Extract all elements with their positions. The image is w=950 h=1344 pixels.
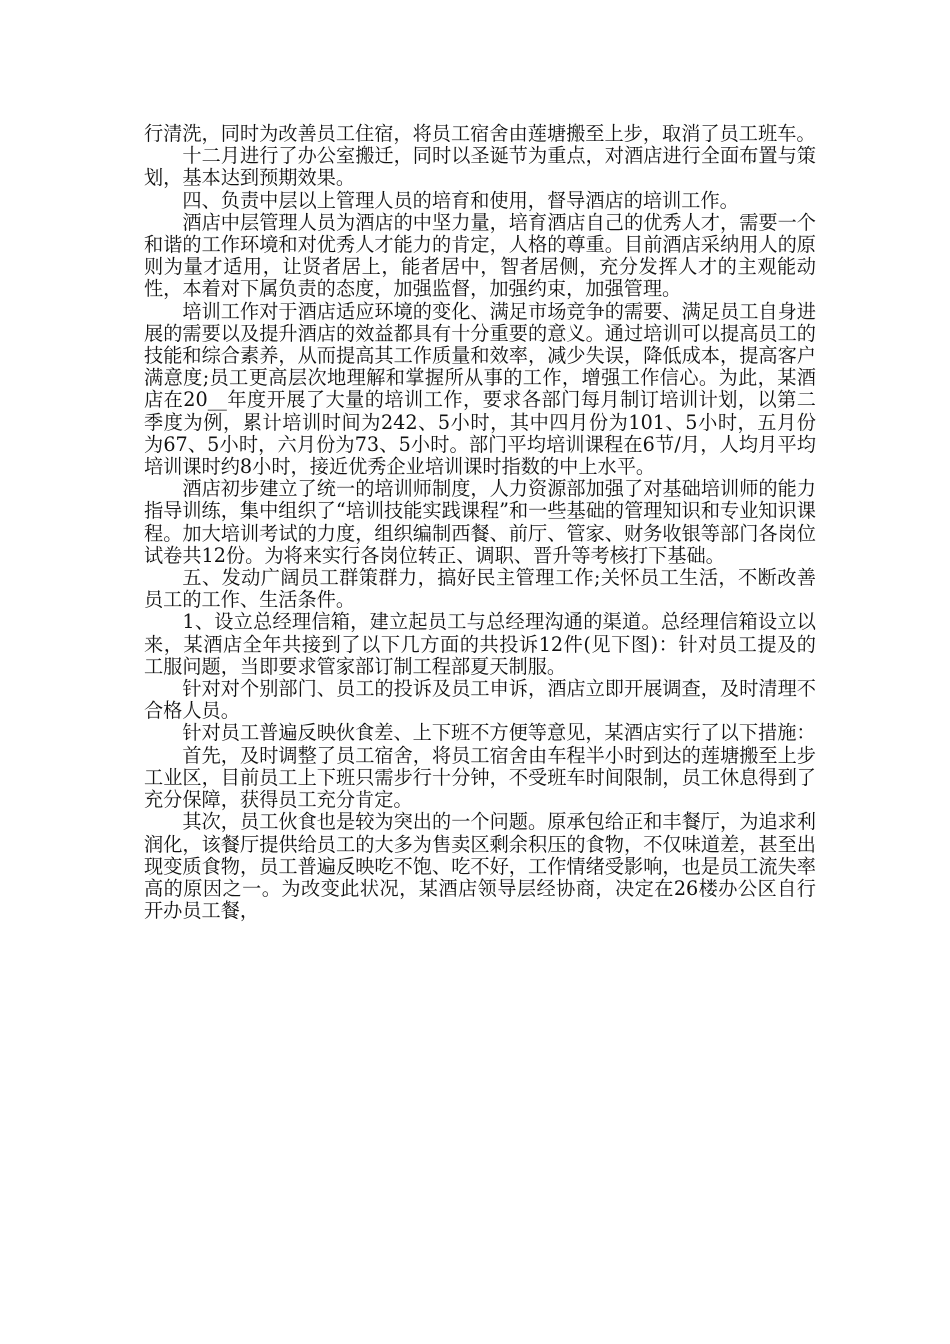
paragraph-complaints: 针对对个别部门、员工的投诉及员工申诉，酒店立即开展调查，及时清理不合格人员。 <box>144 677 816 723</box>
paragraph-trainer-system: 酒店初步建立了统一的培训师制度，人力资源部加强了对基础培训师的能力指导训练，集中组织了“培训技能实践课程”和一些基础的管理知识和专业知识课程。加大培训考试的力度，组织编制西餐、前厅、管家、财务收银等部门各岗位试卷共12份。为将来实行各岗位转正、调职、晋升等考核打下基础。 <box>144 477 816 567</box>
document-body <box>144 123 816 922</box>
paragraph-office-move: 十二月进行了办公室搬迁，同时以圣诞节为重点，对酒店进行全面布置与策划，基本达到预期效果。 <box>144 144 816 190</box>
paragraph-dormitory: 首先，及时调整了员工宿舍，将员工宿舍由车程半小时到达的莲塘搬至上步工业区，目前员工上下班只需步行十分钟，不受班车时间限制，员工休息得到了充分保障，获得员工充分肯定。 <box>144 743 816 812</box>
section-heading-4: 四、负责中层以上管理人员的培育和使用，督导酒店的培训工作。 <box>182 188 739 212</box>
paragraph-measures-intro: 针对员工普遍反映伙食差、上下班不方便等意见，某酒店实行了以下措施： <box>182 721 816 745</box>
paragraph-training-work: 培训工作对于酒店适应环境的变化、满足市场竞争的需要、满足员工自身进展的需要以及提升酒店的效益都具有十分重要的意义。通过培训可以提高员工的技能和综合素养，从而提高其工作质量和效率，减少失误，降低成本，提高客户满意度;员工更高层次地理解和掌握所从事的工作，增强工作信心。为此，某酒店在20__年度开展了大量的培训工作，要求各部门每月制订培训计划，以第二季度为例，累计培训时间为242、5小时，其中四月份为101、5小时，五月份为67、5小时，六月份为73、5小时。部门平均培训课程在6节/月，人均月平均培训课时约8小时，接近优秀企业培训课时指数的中上水平。 <box>144 299 816 479</box>
paragraph-middle-management: 酒店中层管理人员为酒店的中坚力量，培育酒店自己的优秀人才，需要一个和谐的工作环境和对优秀人才能力的肯定，人格的尊重。目前酒店采纳用人的原则为量才适用，让贤者居上，能者居中，智者居侧，充分发挥人才的主观能动性，本着对下属负责的态度，加强监督，加强约束，加强管理。 <box>144 210 816 301</box>
paragraph-continuation: 行清洗，同时为改善员工住宿，将员工宿舍由莲塘搬至上步，取消了员工班车。 <box>144 122 816 145</box>
paragraph-gm-mailbox: 1、设立总经理信箱，建立起员工与总经理沟通的渠道。总经理信箱设立以来，某酒店全年共接到了以下几方面的共投诉12件(见下图)：针对员工提及的工服问题，当即要求管家部订制工程部夏天制服。 <box>144 610 816 678</box>
section-heading-5: 五、发动广阔员工群策群力，搞好民主管理工作;关怀员工生活，不断改善员工的工作、生活条件。 <box>144 566 816 612</box>
paragraph-meals: 其次，员工伙食也是较为突出的一个问题。原承包给正和丰餐厅，为追求利润化，该餐厅提供给员工的大多为售卖区剩余积压的食物，不仅味道差，甚至出现变质食物，员工普遍反映吃不饱、吃不好，工作情绪受影响，也是员工流失率高的原因之一。为改变此状况，某酒店领导层经协商，决定在26楼办公区自行开办员工餐， <box>144 810 816 923</box>
